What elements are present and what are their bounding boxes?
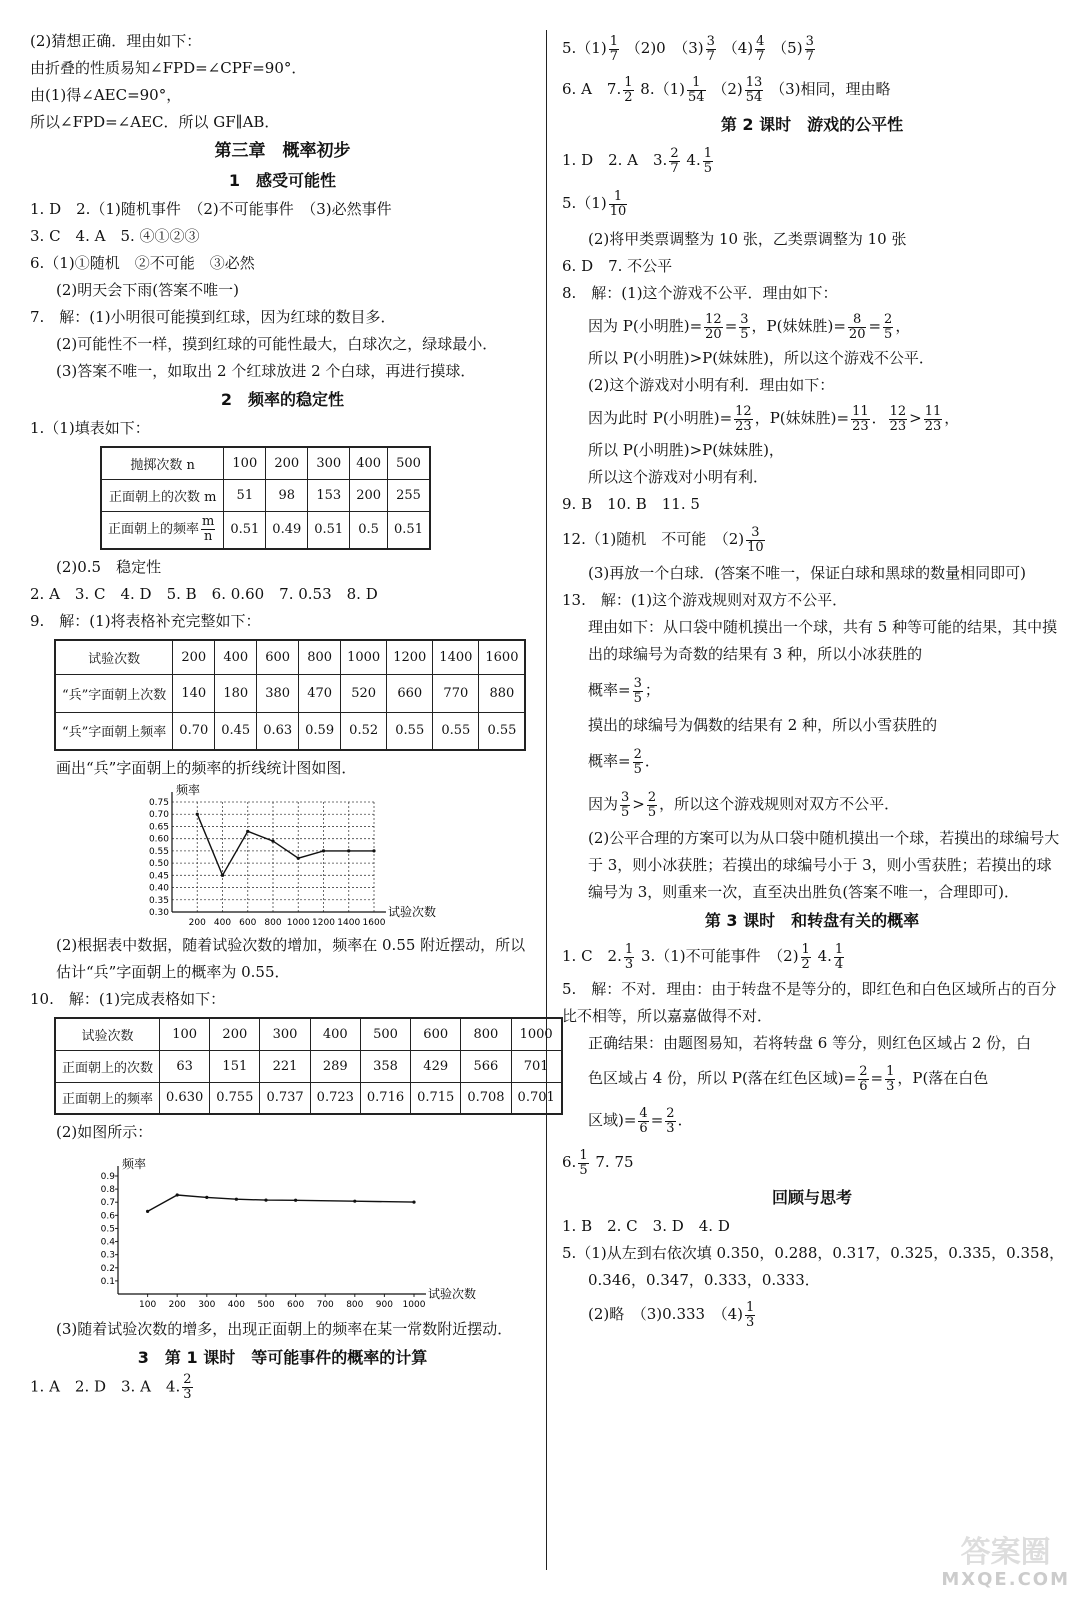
table-cell: 100 [160,1018,210,1050]
data-point [353,1200,356,1203]
text-line: 1. D 2. A 3. $\frac{2}{7}$ 4. $\frac{1}{5}$ [562,145,712,176]
table-cell: 0.716 [360,1082,410,1114]
table-cell: 0.70 [173,712,215,750]
table-cell: 0.51 [224,511,266,549]
fraction: $\frac{12}{23}$ [735,403,752,434]
y-tick-label: 0.65 [148,822,169,833]
table-cell: 1400 [433,640,479,674]
table-cell: 289 [310,1050,360,1082]
table-cell: 正面朝上的次数 m [101,479,224,511]
fraction: $\frac{8}{20}$ [848,311,866,342]
table-cell: 221 [260,1050,310,1082]
text-line: 6.（1)①随机 ②不可能 ③必然 [30,254,255,272]
fraction: $\frac{12}{23}$ [889,403,907,434]
fraction: $\frac{1}{4}$ [834,941,844,972]
table-cell: 400 [215,640,257,674]
chapter-title: 第三章 概率初步 [214,141,351,161]
data-point [372,849,375,852]
y-tick-label: 0.6 [100,1211,115,1222]
text-line: (3)再放一个白球．(答案不唯一，保证白球和黑球的数量相同即可) [588,564,1026,582]
section-title: 2 频率的稳定性 [220,390,345,409]
data-point [264,1199,267,1202]
text-line: 7. 解：(1)小明很可能摸到红球，因为红球的数目多． [30,308,396,326]
text-line: 1. B 2. C 3. D 4. D [562,1217,730,1235]
table-cell: 0.52 [341,712,387,750]
table-cell: 200 [173,640,215,674]
table-cell: 1000 [341,640,387,674]
x-tick-label: 300 [198,1300,216,1310]
table-cell: 0.723 [310,1082,360,1114]
y-tick-label: 0.75 [148,798,169,808]
y-tick-label: 0.35 [148,895,169,906]
text-line: (3)答案不唯一，如取出 2 个红球放进 2 个白球，再进行摸球． [56,362,476,380]
table-cell: 180 [215,674,257,712]
text-line: 1. A 2. D 3. A 4. $\frac{2}{3}$ [30,1372,192,1402]
table-cell: 300 [308,447,350,479]
data-point [196,813,199,816]
x-tick-label: 1600 [362,918,386,928]
fraction: $\frac{1}{2}$ [801,941,810,972]
data-point [146,1210,149,1213]
text-line: 8. 解：(1)这个游戏不公平．理由如下： [562,284,838,302]
x-tick-label: 700 [316,1300,334,1310]
left-column [30,28,555,1402]
bing-toss-table [54,639,526,751]
text-line: 摸出的球编号为偶数的结果有 2 种，所以小雪获胜的 [588,716,938,734]
y-axis-label: 频率 [176,783,201,797]
column-divider [546,30,547,1570]
text-line: 0.346，0.347，0.333，0.333． [588,1271,820,1289]
x-tick-label: 400 [227,1300,245,1310]
table-cell: 试验次数 [55,640,173,674]
table-cell: 200 [210,1018,260,1050]
fraction: $\frac{3}{7}$ [805,33,814,64]
fraction: $\frac{1}{3}$ [886,1063,895,1094]
table-cell: 0.737 [260,1082,310,1114]
table-cell: 200 [266,447,308,479]
text-line: 12.（1)随机 不可能 （2) $\frac{3}{10}$ [562,524,764,555]
frequency-line-chart-2 [54,1146,494,1316]
fraction: $\frac{3}{5}$ [633,675,642,706]
fraction: $\frac{1}{7}$ [609,33,618,64]
table-cell: 0.755 [210,1082,260,1114]
fraction: $\frac{2}{5}$ [647,789,657,820]
table-cell: 0.55 [433,712,479,750]
table-cell: 770 [433,674,479,712]
table-cell: 153 [308,479,350,511]
data-point [246,830,249,833]
text-line: (2)猜想正确．理由如下： [30,32,202,50]
data-point [294,1199,297,1202]
table-cell: 98 [266,479,308,511]
coin-toss-table-2 [54,1017,563,1115]
text-line: 所以 P(小明胜)>P(妹妹胜)， [588,441,784,459]
fraction: $\frac{1}{3}$ [624,941,634,972]
text-line: 因为 $\frac{3}{5}$ > $\frac{2}{5}$ ，所以这个游戏规则对双方不公平． [588,789,900,820]
table-cell: 0.59 [299,712,341,750]
table-cell: 800 [299,640,341,674]
text-line: 概率= $\frac{3}{5}$ ； [588,675,660,706]
fraction: $\frac{3}{5}$ [740,311,749,342]
x-tick-label: 500 [257,1300,275,1310]
text-line: 因为 P(小明胜)= $\frac{12}{20}$ = $\frac{3}{5}$ ，P(妹妹胜)= $\frac{8}{20}$ = $\frac{2}{5}$ ， [588,311,911,342]
y-tick-label: 0.9 [100,1172,115,1182]
text-line: (2)如图所示： [56,1123,153,1141]
table-cell: 0.630 [160,1082,210,1114]
text-line: 正确结果：由题图易知，若将转盘 6 等分，则红色区域占 2 份，白 [588,1034,1032,1052]
y-tick-label: 0.3 [100,1250,115,1261]
y-tick-label: 0.60 [148,834,169,845]
table-cell: “兵”字面朝上次数 [55,674,173,712]
data-point [347,849,350,852]
data-point [322,849,325,852]
x-tick-label: 900 [375,1300,393,1310]
fraction: $\frac{1}{5}$ [703,145,712,176]
table-cell: 566 [461,1050,511,1082]
fraction: $\frac{2}{5}$ [633,746,642,777]
x-tick-label: 800 [264,918,282,928]
y-tick-label: 0.50 [148,859,169,870]
fraction: $\frac{3}{7}$ [706,33,715,64]
table-cell: 正面朝上的频率 [55,1082,160,1114]
series-line [197,814,374,875]
coin-toss-table [100,446,431,550]
text-line: (2)0.5 稳定性 [56,558,162,576]
text-line: (2)明天会下雨(答案不唯一) [56,281,239,299]
fraction: $\frac{2}{3}$ [183,1372,192,1402]
table-cell: 0.701 [511,1082,562,1114]
table-cell: 600 [411,1018,461,1050]
text-line: 1. C 2. $\frac{1}{3}$ 3.（1)不可能事件 （2) $\frac{1}{2}$ 4. $\frac{1}{4}$ [562,941,844,972]
text-line: 9. 解：(1)将表格补充完整如下： [30,612,261,630]
x-tick-label: 1200 [312,918,335,928]
x-tick-label: 100 [139,1300,157,1310]
data-point [297,857,300,860]
y-tick-label: 0.55 [148,846,169,857]
fraction: $\frac{2}{6}$ [859,1063,868,1094]
table-cell: 500 [360,1018,410,1050]
text-line: 所以∠FPD=∠AEC．所以 GF∥AB． [30,113,280,131]
table-cell: 151 [210,1050,260,1082]
table-cell: 0.5 [350,511,388,549]
text-line: 5.（1)从左到右依次填 0.350，0.288，0.317，0.325，0.335，0.358， [562,1244,1065,1262]
table-cell: 429 [411,1050,461,1082]
table-cell: 0.49 [266,511,308,549]
table-cell: 500 [388,447,430,479]
text-line: 5. 解：不对．理由：由于转盘不是等分的，即红色和白色区域所占的百分比不相等，所以嘉嘉做得不对． [562,980,1057,1025]
text-line: 9. B 10. B 11. 5 [562,495,700,513]
y-tick-label: 0.4 [100,1237,115,1248]
section-title: 第 2 课时 游戏的公平性 [720,115,904,134]
table-cell: 抛掷次数 n [101,447,224,479]
y-tick-label: 0.70 [148,810,169,821]
x-tick-label: 400 [213,918,232,928]
fraction: $\frac{2}{5}$ [884,311,893,342]
table-cell: 63 [160,1050,210,1082]
section-title: 回顾与思考 [771,1188,852,1207]
y-tick-label: 0.8 [100,1185,115,1196]
y-tick-label: 0.45 [148,871,169,882]
section-title: 3 第 1 课时 等可能事件的概率的计算 [137,1348,428,1367]
table-cell: 0.55 [387,712,433,750]
table-cell: 1000 [511,1018,562,1050]
data-point [176,1193,179,1196]
fraction: $\frac{13}{54}$ [745,74,763,105]
text-line: 画出“兵”字面朝上的频率的折线统计图如图． [56,759,357,777]
text-line: 6. D 7. 不公平 [562,257,673,275]
table-cell: 51 [224,479,266,511]
x-tick-label: 200 [188,918,206,928]
data-point [205,1196,208,1199]
table-cell: 0.55 [479,712,526,750]
fraction: $\frac{4}{6}$ [639,1105,648,1136]
table-cell: 255 [388,479,430,511]
table-cell: 800 [461,1018,511,1050]
text-line: 由折叠的性质易知∠FPD=∠CPF=90°． [30,59,307,77]
text-line: (2)根据表中数据，随着试验次数的增加，频率在 0.55 附近摆动，所以估计“兵”字面朝上的概率为 0.55． [56,936,526,981]
table-cell: 0.51 [308,511,350,549]
table-cell: 358 [360,1050,410,1082]
data-point [412,1200,415,1203]
fraction: $\frac{m}{n}$ [202,514,215,545]
text-line: 区域)= $\frac{4}{6}$ = $\frac{2}{3}$ ． [588,1105,693,1136]
fraction: $\frac{3}{10}$ [747,524,764,555]
x-tick-label: 600 [287,1300,305,1310]
table-cell: 880 [479,674,526,712]
data-point [271,840,274,843]
x-axis-label: 试验次数 [388,905,437,919]
text-line: 10. 解：(1)完成表格如下： [30,990,226,1008]
table-cell: 660 [387,674,433,712]
x-tick-label: 1400 [337,918,361,928]
fraction: $\frac{11}{23}$ [852,403,869,434]
table-cell: 1600 [479,640,526,674]
y-tick-label: 0.2 [100,1263,115,1274]
table-cell: “兵”字面朝上频率 [55,712,173,750]
table-cell: 140 [173,674,215,712]
y-tick-label: 0.1 [100,1276,115,1287]
text-line: (2)略 （3)0.333 （4) $\frac{1}{3}$ [588,1299,755,1330]
text-line: 5.（1) $\frac{1}{10}$ [562,188,627,219]
table-cell: 380 [257,674,299,712]
text-line: (3)随着试验次数的增多，出现正面朝上的频率在某一常数附近摆动． [56,1320,513,1338]
x-tick-label: 1000 [286,918,310,928]
text-line: 因为此时 P(小明胜)= $\frac{12}{23}$ ，P(妹妹胜)= $\frac{11}{23}$ ． $\frac{12}{23}$ > $\frac{11}{23}$ ， [588,403,960,434]
right-column [562,28,1065,1334]
section-title: 1 感受可能性 [228,171,337,190]
table-cell: 0.708 [461,1082,511,1114]
text-line: 3. C 4. A 5. ④①②③ [30,227,200,245]
text-line: 6. $\frac{1}{5}$ 7. 75 [562,1147,634,1178]
text-line: 1. D 2.（1)随机事件 （2)不可能事件 （3)必然事件 [30,200,392,218]
text-line: 6. A 7. $\frac{1}{2}$ 8.（1) $\frac{1}{54}$ （2) $\frac{13}{54}$ （3)相同，理由略 [562,74,891,105]
text-line: 色区域占 4 份，所以 P(落在红色区域)= $\frac{2}{6}$ = $\frac{1}{3}$ ，P(落在白色 [588,1063,989,1094]
table-cell: 1200 [387,640,433,674]
y-tick-label: 0.7 [100,1198,115,1209]
x-tick-label: 1000 [402,1300,426,1310]
table-cell: 400 [350,447,388,479]
text-line: 1.（1)填表如下： [30,419,150,437]
table-cell: 正面朝上的次数 [55,1050,160,1082]
table-cell: 0.45 [215,712,257,750]
table-cell: 试验次数 [55,1018,160,1050]
watermark-logo: 答案圈 MXQE.COM [941,1535,1070,1590]
y-axis-label: 频率 [122,1157,147,1171]
text-line: 所以 P(小明胜)>P(妹妹胜)，所以这个游戏不公平． [588,349,934,367]
y-tick-label: 0.5 [100,1224,115,1235]
x-tick-label: 200 [168,1300,186,1310]
fraction: $\frac{1}{10}$ [609,188,627,219]
table-cell: 0.715 [411,1082,461,1114]
fraction: $\frac{4}{7}$ [756,33,765,64]
series-line [148,1195,414,1211]
table-cell: 300 [260,1018,310,1050]
data-point [221,874,224,877]
text-line: (2)公平合理的方案可以为从口袋中随机摸出一个球，若摸出的球编号大于 3，则小冰获胜；若摸出的球编号小于 3，则小雪获胜；若摸出的球编号为 3，则重来一次，直至决出胜负(答案不唯一，合理即可)． [588,829,1060,901]
table-cell: 400 [310,1018,360,1050]
text-line: 由(1)得∠AEC=90°， [30,86,182,104]
text-line: 13. 解：(1)这个游戏规则对双方不公平． [562,591,848,609]
fraction: $\frac{2}{7}$ [670,145,679,176]
fraction: $\frac{12}{20}$ [705,311,722,342]
table-cell: 600 [257,640,299,674]
text-line: 所以这个游戏对小明有利． [588,468,769,486]
table-cell: 520 [341,674,387,712]
data-point [235,1198,238,1201]
fraction: $\frac{1}{5}$ [579,1147,588,1178]
table-cell: 100 [224,447,266,479]
table-cell [101,511,224,549]
y-tick-label: 0.40 [148,883,169,894]
fraction: $\frac{3}{5}$ [621,789,630,820]
table-cell: 701 [511,1050,562,1082]
text-line: 概率= $\frac{2}{5}$ ． [588,746,660,777]
text-line: 2. A 3. C 4. D 5. B 6. 0.60 7. 0.53 8. D [30,585,378,603]
frequency-line-chart-1 [54,782,474,932]
row-label: 正面朝上的频率 [108,522,200,538]
fraction: $\frac{1}{54}$ [688,74,705,105]
table-cell: 470 [299,674,341,712]
x-axis-label: 试验次数 [428,1287,477,1301]
text-line: 5.（1) $\frac{1}{7}$ （2)0 （3) $\frac{3}{7}$ （4) $\frac{4}{7}$ （5) $\frac{3}{7}$ [562,33,814,64]
x-tick-label: 600 [239,918,257,928]
text-line: (2)将甲类票调整为 10 张，乙类票调整为 10 张 [588,230,907,248]
table-cell: 200 [350,479,388,511]
fraction: $\frac{1}{3}$ [745,1299,755,1330]
table-cell: 0.63 [257,712,299,750]
fraction: $\frac{11}{23}$ [924,403,942,434]
section-title: 第 3 课时 和转盘有关的概率 [704,911,920,930]
text-line: (2)可能性不一样，摸到红球的可能性最大，白球次之，绿球最小． [56,335,498,353]
fraction: $\frac{1}{2}$ [624,74,633,105]
x-tick-label: 800 [346,1300,364,1310]
table-cell: 0.51 [388,511,430,549]
text-line: 理由如下：从口袋中随机摸出一个球，共有 5 种等可能的结果，其中摸出的球编号为奇数的结果有 3 种，所以小冰获胜的 [588,618,1058,663]
y-tick-label: 0.30 [148,908,169,918]
fraction: $\frac{2}{3}$ [666,1105,675,1136]
text-line: (2)这个游戏对小明有利．理由如下： [588,376,835,394]
